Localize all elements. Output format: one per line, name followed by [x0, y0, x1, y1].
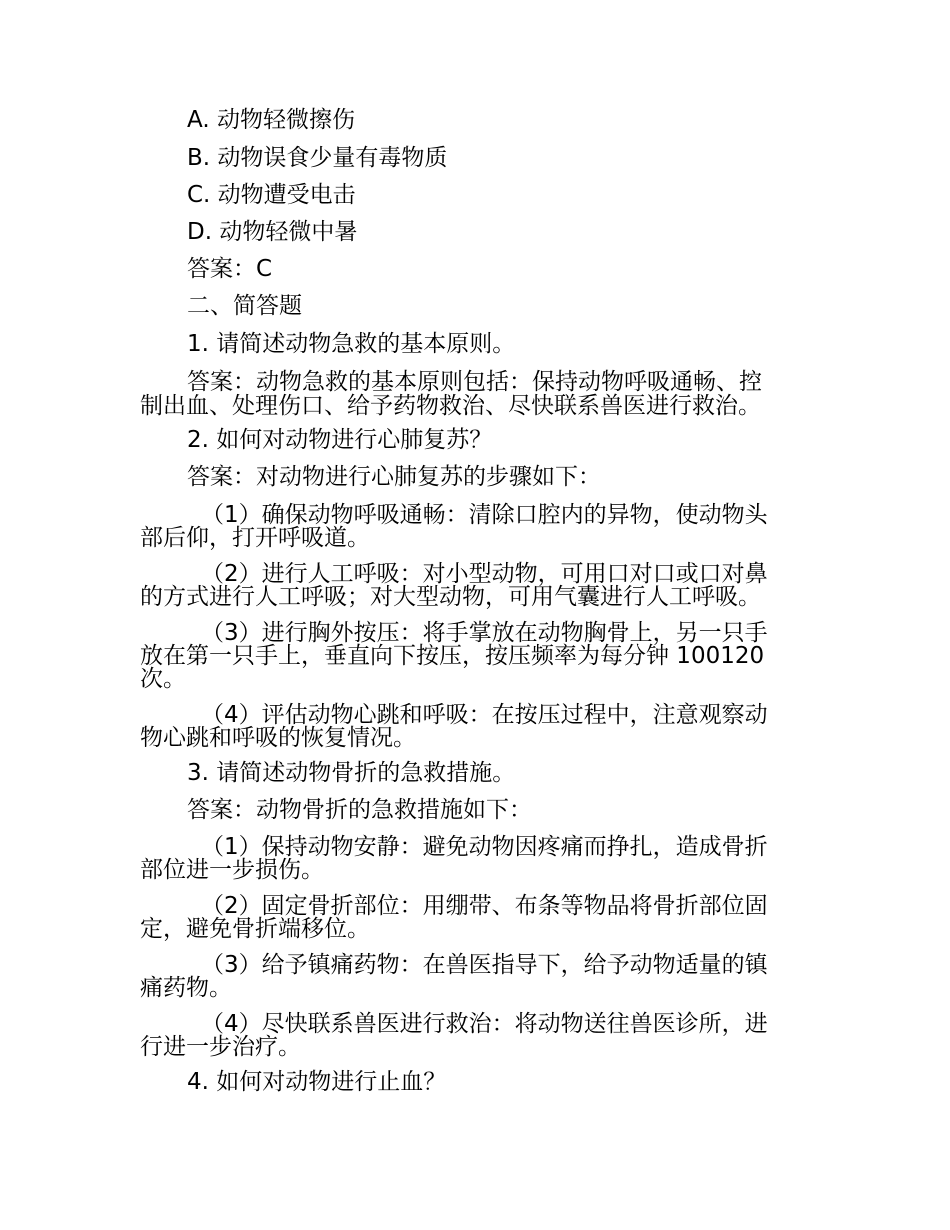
q2-step-line: （2）进行人工呼吸：对小型动物，可用口对口或口对鼻: [201, 561, 768, 587]
option-c: C. 动物遭受电击: [187, 182, 356, 208]
q1-answer-line: 制出血、处理伤口、给予药物救治、尽快联系兽医进行救治。: [140, 393, 761, 419]
q2-question: 2. 如何对动物进行心肺复苏？: [187, 427, 493, 453]
q3-step-line: （1）保持动物安静：避免动物因疼痛而挣扎，造成骨折: [201, 834, 768, 860]
q3-step-line: 痛药物。: [140, 975, 232, 1001]
q2-step-line: （4）评估动物心跳和呼吸：在按压过程中，注意观察动: [201, 702, 768, 728]
q3-answer-intro: 答案：动物骨折的急救措施如下：: [187, 797, 532, 823]
option-a: A. 动物轻微擦伤: [187, 107, 355, 133]
q3-step-line: 行进一步治疗。: [140, 1034, 301, 1060]
q4-question: 4. 如何对动物进行止血？: [187, 1069, 447, 1095]
q2-answer-intro: 答案：对动物进行心肺复苏的步骤如下：: [187, 464, 601, 490]
q2-step-line: 的方式进行人工呼吸；对大型动物，可用气囊进行人工呼吸。: [140, 584, 761, 610]
q2-step-line: （3）进行胸外按压：将手掌放在动物胸骨上，另一只手: [201, 620, 768, 646]
q2-step-line: 放在第一只手上，垂直向下按压，按压频率为每分钟 100120: [140, 643, 765, 669]
q1-answer-line: 答案：动物急救的基本原则包括：保持动物呼吸通畅、控: [187, 369, 762, 395]
q2-step-line: （1）确保动物呼吸通畅：清除口腔内的异物，使动物头: [201, 502, 768, 528]
q3-step-line: （3）给予镇痛药物：在兽医指导下，给予动物适量的镇: [201, 952, 768, 978]
q2-step-line: 次。: [140, 666, 186, 692]
q1-question: 1. 请简述动物急救的基本原则。: [187, 331, 516, 357]
q3-step-line: （2）固定骨折部位：用绷带、布条等物品将骨折部位固: [201, 893, 768, 919]
q2-step-line: 物心跳和呼吸的恢复情况。: [140, 725, 416, 751]
answer-text: 答案：C: [187, 256, 273, 282]
q3-question: 3. 请简述动物骨折的急救措施。: [187, 760, 516, 786]
q2-step-line: 部后仰，打开呼吸道。: [140, 525, 370, 551]
q3-step-line: 定，避免骨折端移位。: [140, 916, 370, 942]
option-d: D. 动物轻微中暑: [187, 219, 358, 245]
q3-step-line: （4）尽快联系兽医进行救治：将动物送往兽医诊所，进: [201, 1011, 768, 1037]
option-b: B. 动物误食少量有毒物质: [187, 145, 448, 171]
q3-step-line: 部位进一步损伤。: [140, 857, 324, 883]
section-heading: 二、简答题: [187, 293, 302, 319]
